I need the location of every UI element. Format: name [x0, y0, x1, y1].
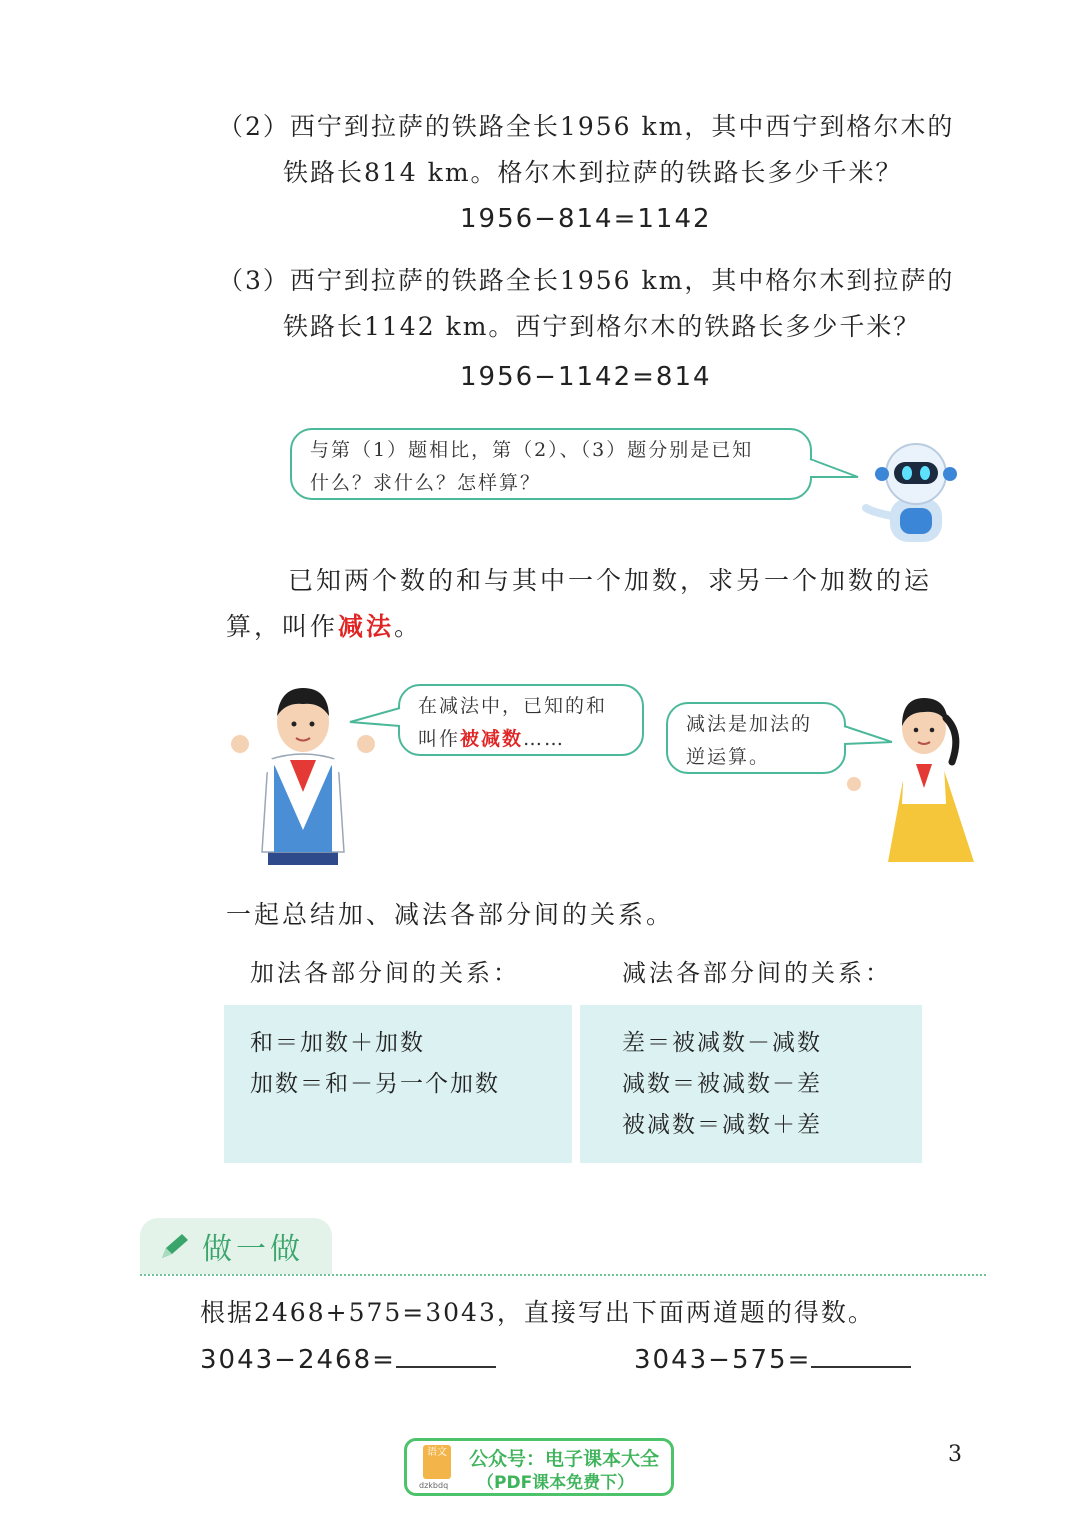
exercise-problem-2	[634, 1344, 911, 1375]
exercise-prompt: 根据2468+575=3043，直接写出下面两道题的得数。	[200, 1298, 875, 1327]
girl-bubble-line2: 逆运算。	[686, 746, 771, 768]
watermark-caption: dzkbdq	[419, 1481, 449, 1490]
summary-intro: 一起总结加、减法各部分间的关系。	[226, 900, 675, 929]
addition-rule-2: 加数＝和－另一个加数	[250, 1071, 500, 1097]
subtraction-rule-1: 差＝被减数－减数	[622, 1030, 822, 1056]
q2-equation: 1956−814=1142	[460, 204, 712, 234]
watermark-badge	[404, 1438, 674, 1496]
q3-equation: 1956−1142=814	[460, 362, 712, 392]
q2-line1: （2）西宁到拉萨的铁路全长1956 km，其中西宁到格尔木的	[218, 112, 955, 141]
boy-speech-bubble	[398, 684, 644, 756]
boy-bubble-text-before: 叫作	[418, 728, 461, 750]
robot-bubble-tail	[808, 455, 860, 485]
page-number: 3	[948, 1442, 962, 1467]
definition-text-after: 。	[394, 612, 423, 641]
answer-blank-2[interactable]	[811, 1344, 911, 1368]
boy-bubble-term-minuend: 被减数	[460, 728, 524, 750]
book-icon	[423, 1445, 451, 1479]
girl-bubble-line1: 减法是加法的	[686, 713, 813, 735]
pencil-icon	[158, 1232, 190, 1262]
boy-bubble-tail	[348, 706, 402, 730]
book-icon-label: 语文	[427, 1447, 447, 1458]
addition-relations-title: 加法各部分间的关系：	[250, 959, 520, 987]
watermark-line2: （PDF课本免费下）	[477, 1473, 635, 1493]
exercise-problem-1	[200, 1344, 496, 1375]
q3-line1: （3）西宁到拉萨的铁路全长1956 km，其中格尔木到拉萨的	[218, 266, 955, 295]
robot-speech-bubble	[290, 428, 812, 500]
exercise-divider	[140, 1274, 986, 1276]
girl-speech-bubble	[666, 702, 846, 774]
subtraction-relations-title: 减法各部分间的关系：	[622, 959, 892, 987]
problem-2-text: 3043−575=	[634, 1345, 812, 1375]
definition-term-subtraction: 减法	[338, 612, 395, 641]
boy-bubble-ellipsis: ……	[523, 728, 566, 750]
subtraction-rule-2: 减数＝被减数－差	[622, 1071, 822, 1097]
exercise-header-tab	[140, 1218, 332, 1274]
definition-line1: 已知两个数的和与其中一个加数，求另一个加数的运	[288, 566, 933, 595]
q3-line2: 铁路长1142 km。西宁到格尔木的铁路长多少千米？	[283, 312, 921, 341]
definition-text-before: 算，叫作	[226, 612, 339, 641]
boy-bubble-line2	[418, 723, 624, 756]
watermark-line1: 公众号：电子课本大全	[469, 1448, 660, 1470]
subtraction-relations-box	[580, 1005, 922, 1163]
exercise-header-title: 做一做	[202, 1232, 304, 1267]
girl-illustration	[846, 684, 980, 864]
addition-rule-1: 和＝加数＋加数	[250, 1030, 425, 1056]
answer-blank-1[interactable]	[396, 1344, 496, 1368]
robot-bubble-line2: 什么？求什么？怎样算？	[310, 472, 542, 494]
robot-icon	[862, 434, 972, 544]
problem-1-text: 3043−2468=	[200, 1345, 396, 1375]
subtraction-rule-3: 被减数＝减数＋差	[622, 1112, 822, 1138]
addition-relations-box	[224, 1005, 572, 1163]
definition-line2	[226, 604, 422, 650]
robot-bubble-line1: 与第（1）题相比，第（2）、（3）题分别是已知	[310, 439, 754, 461]
q2-line2: 铁路长814 km。格尔木到拉萨的铁路长多少千米？	[283, 158, 903, 187]
boy-bubble-line1: 在减法中，已知的和	[418, 695, 608, 717]
